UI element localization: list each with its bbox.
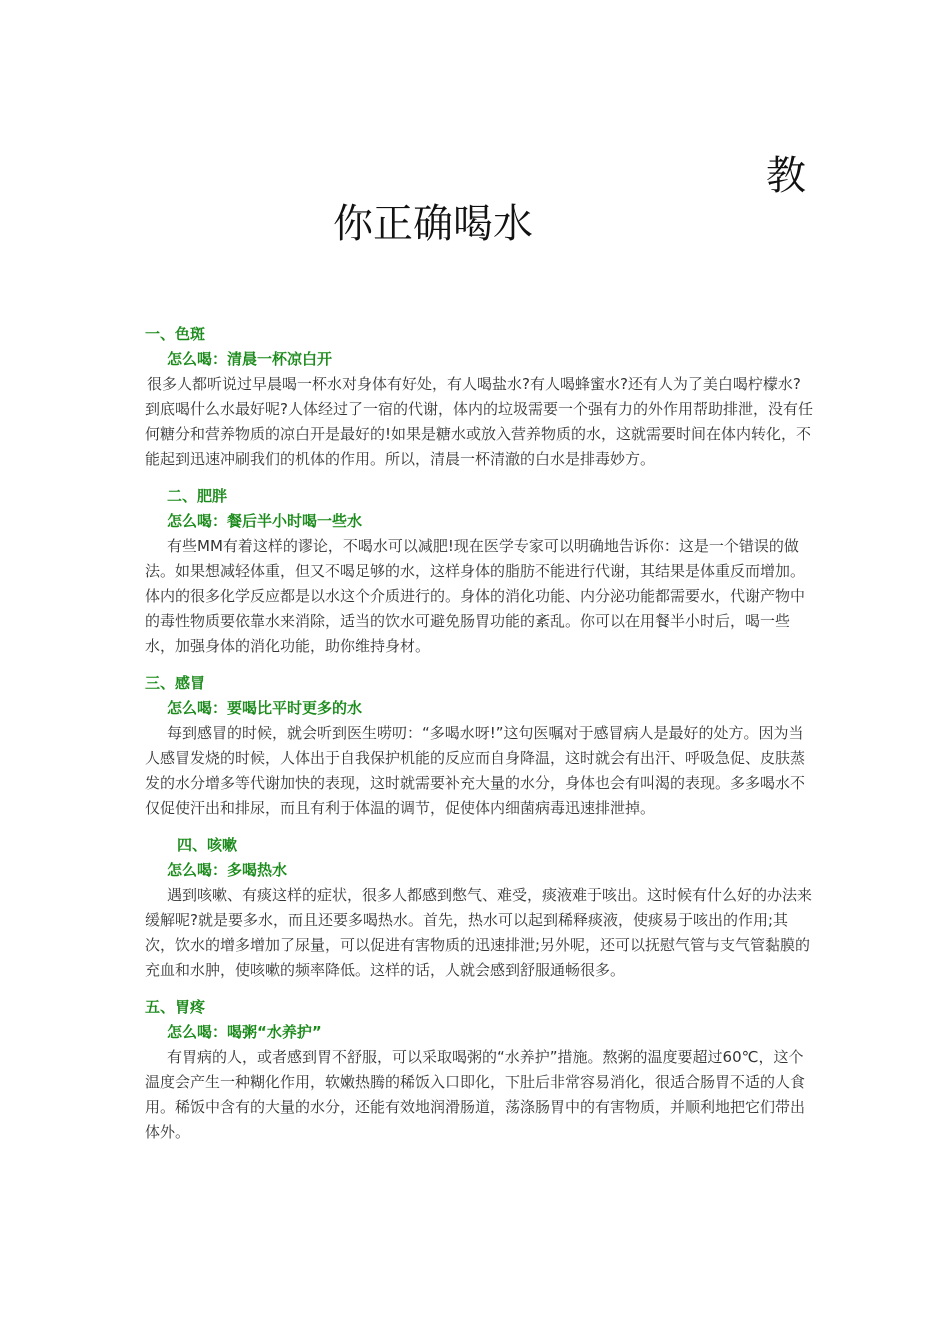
section-subheading: 怎么喝：喝粥“水养护” — [167, 1023, 322, 1041]
page-title-part-1: 教 — [766, 153, 806, 199]
section-freckles — [145, 322, 835, 472]
section-obesity — [145, 484, 835, 659]
section-heading: 四、咳嗽 — [177, 836, 238, 854]
section-heading: 二、肥胖 — [167, 487, 228, 505]
page-title-part-2: 你正确喝水 — [333, 201, 533, 247]
section-cold — [145, 671, 835, 821]
section-paragraph: 有胃病的人，或者感到胃不舒服，可以采取喝粥的“水养护”措施。熬粥的温度要超过60℃，这个温度会产生一种糊化作用，软嫩热腾的稀饭入口即化，下肚后非常容易消化，很适合肠胃不适的人食用。稀饭中含有的大量的水分，还能有效地润滑肠道，荡涤肠胃中的有害物质，并顺利地把它们带出体外。 — [145, 1048, 806, 1141]
section-stomachache — [145, 995, 835, 1145]
section-subheading: 怎么喝：要喝比平时更多的水 — [167, 699, 363, 717]
section-heading: 一、色斑 — [145, 325, 206, 343]
section-paragraph: 有些MM有着这样的谬论，不喝水可以减肥!现在医学专家可以明确地告诉你：这是一个错误的做法。如果想减轻体重，但又不喝足够的水，这样身体的脂肪不能进行代谢，其结果是体重反而增加。体内的很多化学反应都是以水这个介质进行的。身体的消化功能、内分泌功能都需要水，代谢产物中的毒性物质要依靠水来消除，适当的饮水可避免肠胃功能的紊乱。你可以在用餐半小时后，喝一些水，加强身体的消化功能，助你维持身材。 — [145, 537, 806, 655]
section-subheading: 怎么喝：多喝热水 — [167, 861, 288, 879]
section-subheading: 怎么喝：清晨一杯凉白开 — [167, 350, 333, 368]
section-paragraph: 遇到咳嗽、有痰这样的症状，很多人都感到憋气、难受，痰液难于咳出。这时候有什么好的办法来缓解呢?就是要多水，而且还要多喝热水。首先，热水可以起到稀释痰液，使痰易于咳出的作用;其次，饮水的增多增加了尿量，可以促进有害物质的迅速排泄;另外呢，还可以抚慰气管与支气管黏膜的充血和水肿，使咳嗽的频率降低。这样的话，人就会感到舒服通畅很多。 — [145, 886, 813, 979]
section-heading: 三、感冒 — [145, 674, 206, 692]
section-paragraph: 每到感冒的时候，就会听到医生唠叨：“多喝水呀!”这句医嘱对于感冒病人是最好的处方。因为当人感冒发烧的时候，人体出于自我保护机能的反应而自身降温，这时就会有出汗、呼吸急促、皮肤蒸发的水分增多等代谢加快的表现，这时就需要补充大量的水分，身体也会有叫渴的表现。多多喝水不仅促使汗出和排尿，而且有利于体温的调节，促使体内细菌病毒迅速排泄掉。 — [145, 724, 806, 817]
section-paragraph: 很多人都听说过早晨喝一杯水对身体有好处，有人喝盐水?有人喝蜂蜜水?还有人为了美白喝柠檬水?到底喝什么水最好呢?人体经过了一宿的代谢，体内的垃圾需要一个强有力的外作用帮助排泄，没有任何糖分和营养物质的凉白开是最好的!如果是糖水或放入营养物质的水，这就需要时间在体内转化，不能起到迅速冲刷我们的机体的作用。所以，清晨一杯清澈的白水是排毒妙方。 — [145, 375, 813, 468]
section-subheading: 怎么喝：餐后半小时喝一些水 — [167, 512, 363, 530]
section-heading: 五、胃疼 — [145, 998, 206, 1016]
article-body — [145, 322, 835, 1157]
section-cough — [145, 833, 835, 983]
